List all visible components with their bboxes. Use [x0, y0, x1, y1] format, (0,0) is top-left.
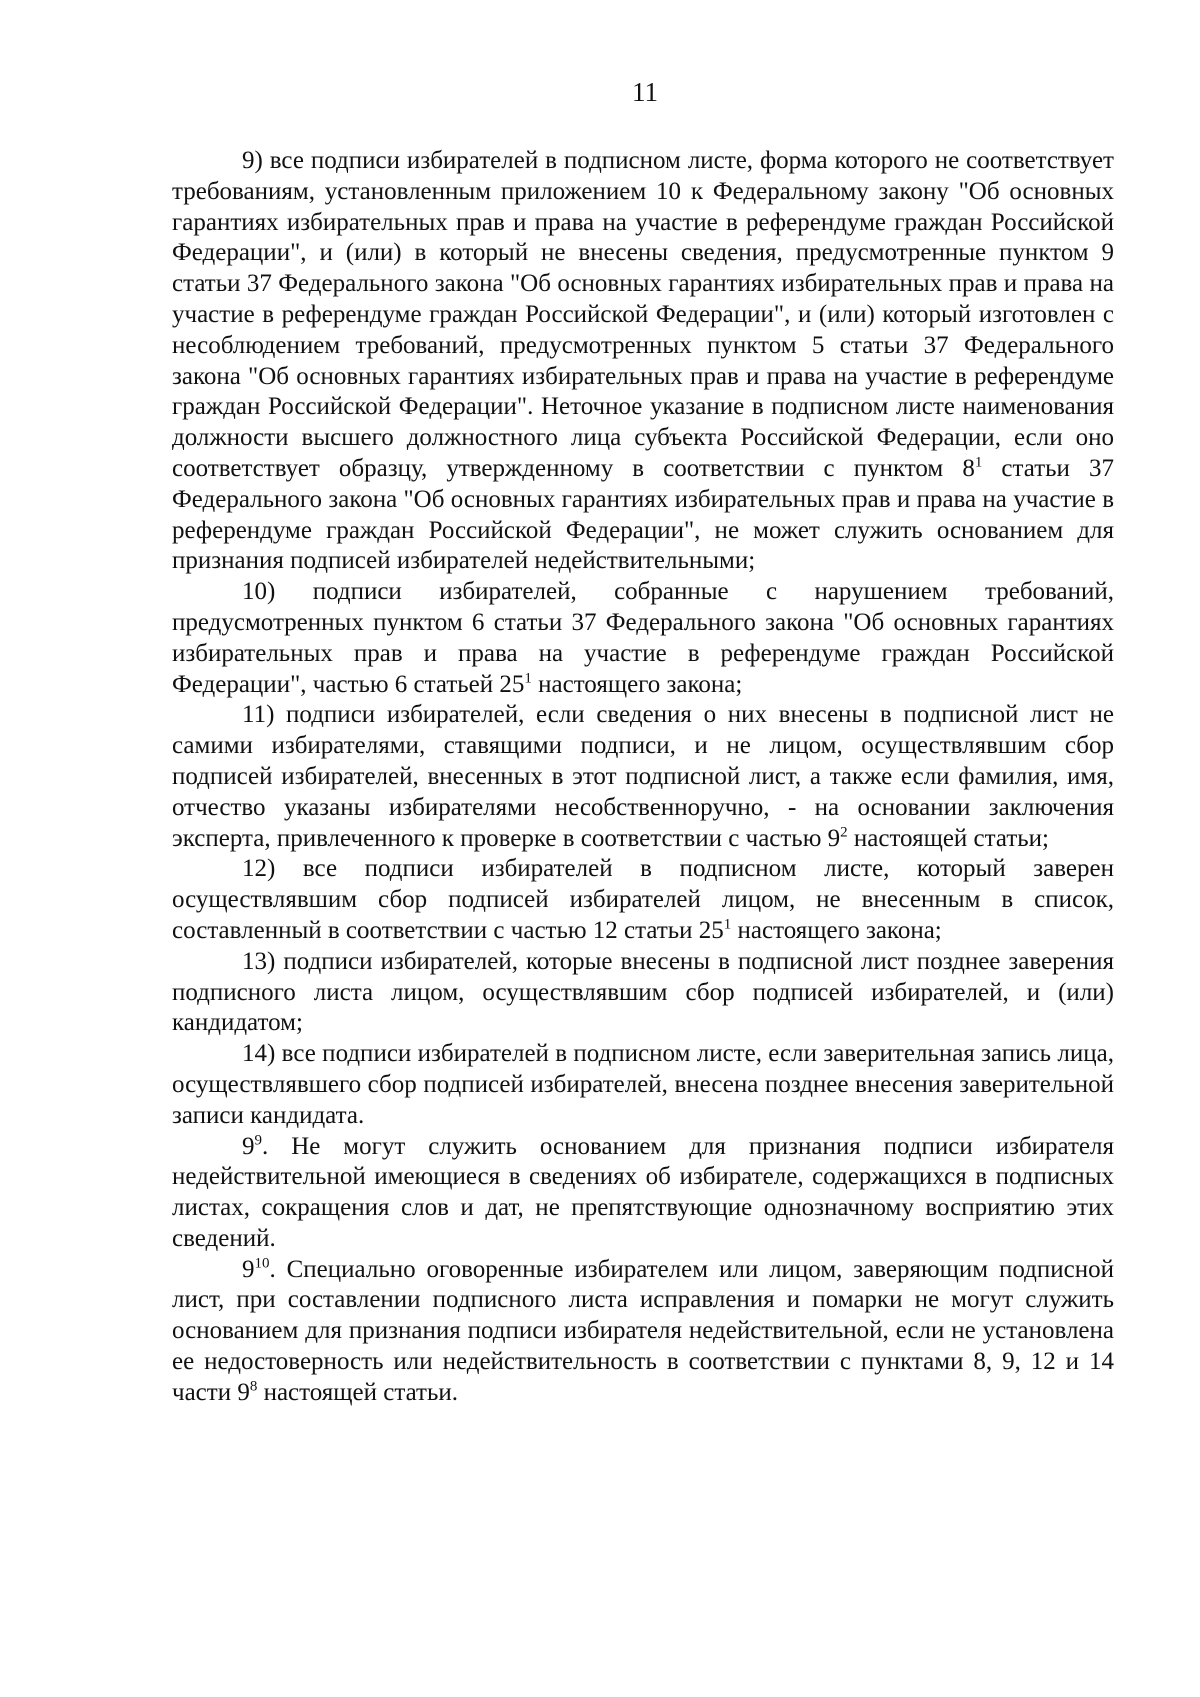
paragraph-item-13: [172, 947, 1114, 1039]
superscript-index: 1: [723, 916, 732, 933]
paragraph-item-10: [172, 577, 1114, 700]
document-body: [172, 146, 1114, 1409]
paragraph-text: 13) подписи избирателей, которые внесены в подписной лист позднее заверения подписного листа лицом, осуществлявшим сбор подписей избирателей, и (или) кандидатом;: [172, 947, 1114, 1037]
paragraph-text: 14) все подписи избирателей в подписном листе, если заверительная запись лица, осуществлявшего сбор подписей избирателей, внесена позднее внесения заверительной записи кандидата.: [172, 1040, 1114, 1129]
paragraph-item-14: [172, 1039, 1114, 1131]
superscript-index: 1: [524, 670, 532, 687]
paragraph-part-9-9: [172, 1132, 1114, 1255]
paragraph-text: настоящего закона;: [731, 916, 942, 944]
paragraph-text: 11) подписи избирателей, если сведения о них внесены в подписной лист не самими избирателями, ставящими подписи, и не лицом, осуществлявшим сбор подписей избирателей, внесенных в этот подписной лист, а также если фамилия, имя, отчество указаны избирателями несобственноручно, - на основании заключения эксперта, привлеченного к проверке в соответствии с частью 9: [172, 701, 1114, 852]
paragraph-text: настоящей статьи.: [257, 1378, 458, 1406]
paragraph-item-11: [172, 700, 1114, 854]
paragraph-text: 10) подписи избирателей, собранные с нарушением требований, предусмотренных пунктом 6 статьи 37 Федерального закона "Об основных гарантиях избирательных прав и права на участие в референдуме граждан Российской Федерации", частью 6 статьей 25: [172, 578, 1114, 698]
superscript-index: 2: [840, 824, 848, 841]
superscript-index: 9: [254, 1132, 262, 1149]
superscript-index: 10: [254, 1255, 270, 1272]
paragraph-part-9-10: [172, 1255, 1114, 1409]
paragraph-text: настоящей статьи;: [847, 824, 1049, 852]
superscript-index: 1: [974, 454, 983, 471]
paragraph-item-9: [172, 146, 1114, 577]
paragraph-item-12: [172, 854, 1114, 946]
paragraph-text: 9: [242, 1132, 255, 1160]
paragraph-text: 9) все подписи избирателей в подписном листе, форма которого не соответствует требованиям, установленным приложением 10 к Федеральному закону "Об основных гарантиях избирательных прав и права на участие в референдуме граждан Российской Федерации", и (или) в который не внесены сведения, предусмотренные пунктом 9 статьи 37 Федерального закона "Об основных гарантиях избирательных прав и права на участие в референдуме граждан Российской Федерации", и (или) который изготовлен с несоблюдением требований, предусмотренных пунктом 5 статьи 37 Федерального закона "Об основных гарантиях избирательных прав и права на участие в референдуме граждан Российской Федерации". Неточное указание в подписном листе наименования должности высшего должностного лица субъекта Российской Федерации, если оно соответствует образцу, утвержденному в соответствии с пунктом 8: [172, 147, 1114, 482]
paragraph-text: 12) все подписи избирателей в подписном листе, который заверен осуществлявшим сбор подписей избирателей лицом, не внесенным в список, составленный в соответствии с частью 12 статьи 25: [172, 855, 1114, 944]
paragraph-text: 9: [242, 1255, 255, 1283]
paragraph-text: статьи 37 Федерального закона "Об основных гарантиях избирательных прав и права на участие в референдуме граждан Российской Федерации", не может служить основанием для признания подписей избирателей недействительными;: [172, 454, 1115, 575]
paragraph-text: настоящего закона;: [531, 670, 743, 698]
page-number: 11: [632, 77, 658, 107]
paragraph-text: . Не могут служить основанием для признания подписи избирателя недействительной имеющиеся в сведениях об избирателе, содержащихся в подписных листах, сокращения слов и дат, не препятствующие однозначному восприятию этих сведений.: [172, 1132, 1114, 1252]
superscript-index: 8: [249, 1378, 258, 1395]
paragraph-text: . Специально оговоренные избирателем или лицом, заверяющим подписной лист, при составлении подписного листа исправления и помарки не могут служить основанием для признания подписи избирателя недействительной, если не установлена ее недостоверность или недействительность в соответствии с пунктами 8, 9, 12 и 14 части 9: [172, 1255, 1114, 1406]
